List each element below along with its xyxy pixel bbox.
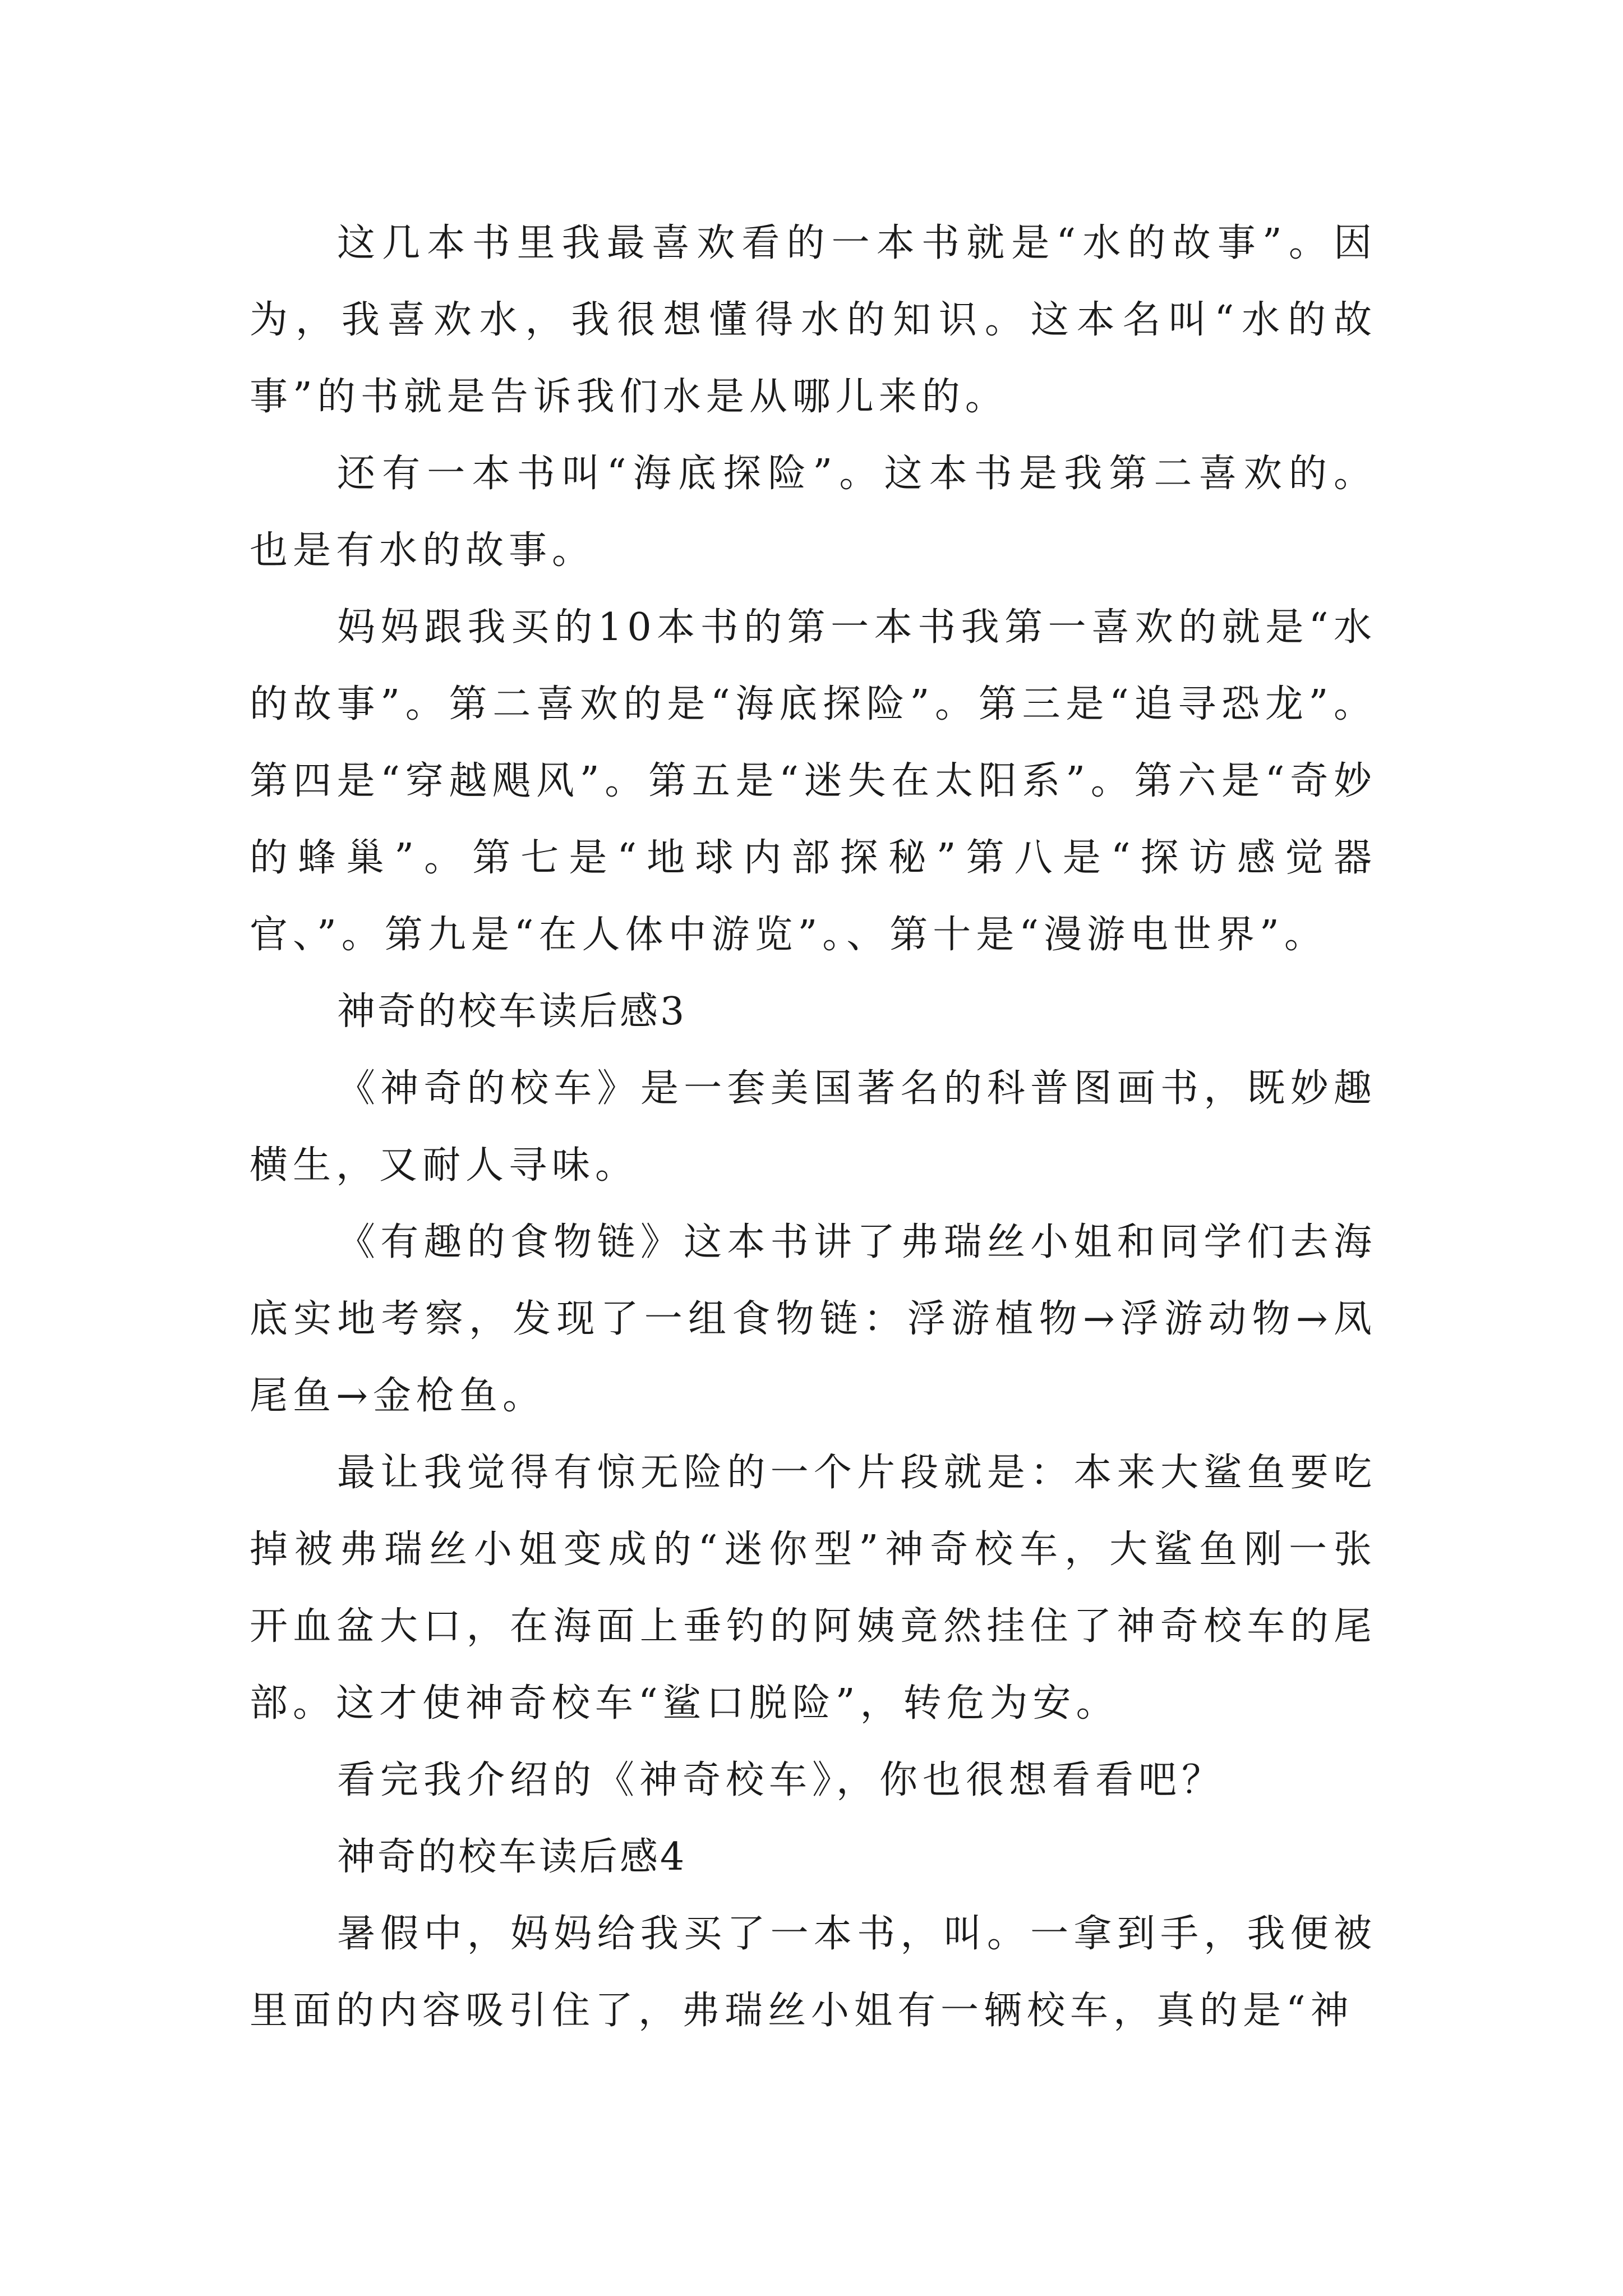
section-heading-4: 神奇的校车读后感4 [337, 1835, 687, 1879]
document-body [250, 205, 1377, 2049]
paragraph-food-chain: 《有趣的食物链》这本书讲了弗瑞丝小姐和同学们去海底实地考察，发现了一组食物链：浮游植物→浮游动物→凤尾鱼→金枪鱼。 [250, 1220, 1377, 1418]
paragraph-undersea-adventure: 还有一本书叫“海底探险”。这本书是我第二喜欢的。也是有水的故事。 [250, 452, 1377, 573]
paragraph-summer-book: 暑假中，妈妈给我买了一本书，叫。一拿到手，我便被里面的内容吸引住了，弗瑞丝小姐有一辆校车，真的是“神 [250, 1912, 1377, 2033]
section-heading-3: 神奇的校车读后感3 [337, 990, 687, 1034]
paragraph-recommendation: 看完我介绍的《神奇校车》，你也很想看看吧？ [337, 1758, 1225, 1802]
paragraph-book-ranking: 妈妈跟我买的10本书的第一本书我第一喜欢的就是“水的故事”。第二喜欢的是“海底探险”。第三是“追寻恐龙”。第四是“穿越飓风”。第五是“迷失在太阳系”。第六是“奇妙的蜂巢”。第七是“地球内部探秘”第八是“探访感觉器官、”。第九是“在人体中游览”。、第十是“漫游电世界”。 [250, 605, 1377, 957]
paragraph-shark-escape: 最让我觉得有惊无险的一个片段就是：本来大鲨鱼要吃掉被弗瑞丝小姐变成的“迷你型”神奇校车，大鲨鱼刚一张开血盆大口，在海面上垂钓的阿姨竟然挂住了神奇校车的尾部。这才使神奇校车“鲨口脱险”，转危为安。 [250, 1451, 1377, 1726]
paragraph-series-intro: 《神奇的校车》是一套美国著名的科普图画书，既妙趣横生，又耐人寻味。 [250, 1066, 1377, 1188]
paragraph-water-story: 这几本书里我最喜欢看的一本书就是“水的故事”。因为，我喜欢水，我很想懂得水的知识。这本名叫“水的故事”的书就是告诉我们水是从哪儿来的。 [250, 221, 1377, 419]
